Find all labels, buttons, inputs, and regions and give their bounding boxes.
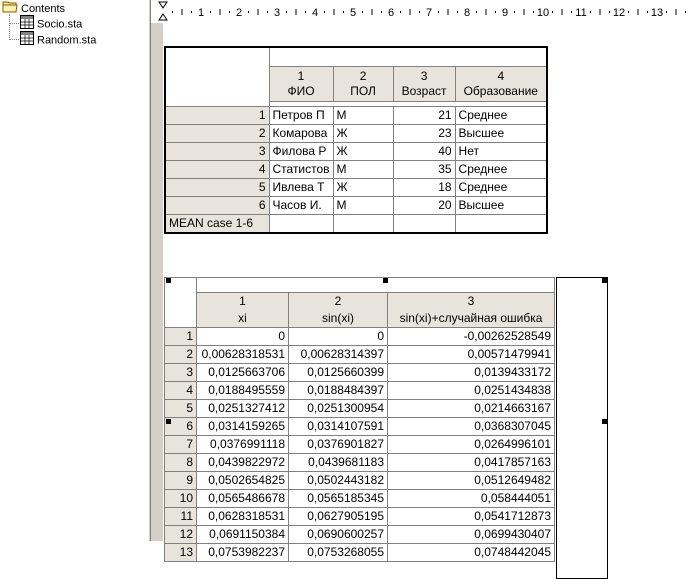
ruler-label: 12	[612, 7, 626, 19]
resize-handle[interactable]	[166, 278, 171, 283]
cell-sin[interactable]: 0	[289, 328, 388, 346]
table-footer-row	[165, 215, 547, 234]
case-number: 2	[165, 125, 269, 143]
cell-xi[interactable]: 0	[197, 328, 289, 346]
cell-edu[interactable]: Среднее	[455, 161, 547, 179]
corner-cell	[165, 278, 197, 328]
cell-pol[interactable]: Ж	[333, 143, 393, 161]
col-header-edu[interactable]: 4 Образование	[455, 67, 547, 102]
corner-cell	[165, 47, 269, 107]
table-row	[165, 125, 547, 143]
cell-xi[interactable]: 0,0628318531	[197, 508, 289, 526]
table-row	[165, 382, 555, 400]
cell-err[interactable]: 0,0264996101	[388, 436, 555, 454]
cell-age[interactable]: 18	[393, 179, 455, 197]
resize-handle[interactable]	[166, 419, 171, 424]
cell-age[interactable]: 20	[393, 197, 455, 215]
title-cell	[197, 278, 555, 293]
case-number: 6	[165, 418, 197, 436]
case-number: 4	[165, 161, 269, 179]
cell-err[interactable]: 0,0512649482	[388, 472, 555, 490]
cell-xi[interactable]: 0,0376991118	[197, 436, 289, 454]
cell-err[interactable]: 0,0748442045	[388, 544, 555, 562]
ruler	[151, 0, 690, 24]
resize-handle[interactable]	[602, 278, 607, 283]
case-number: 9	[165, 472, 197, 490]
cell-xi[interactable]: 0,0502654825	[197, 472, 289, 490]
tree-item-random[interactable]	[20, 31, 96, 47]
socio-table	[164, 46, 548, 234]
case-number: 8	[165, 454, 197, 472]
cell-fio[interactable]: Петров П	[269, 107, 333, 125]
table-row	[165, 418, 555, 436]
random-table	[164, 277, 555, 562]
indent-marker-icon	[159, 2, 167, 20]
table-row	[165, 508, 555, 526]
cell-edu[interactable]: Высшее	[455, 197, 547, 215]
case-number: 13	[165, 544, 197, 562]
cell-xi[interactable]: 0,0753982237	[197, 544, 289, 562]
tree-root-contents[interactable]	[2, 0, 65, 16]
cell-edu[interactable]: Нет	[455, 143, 547, 161]
case-number: 10	[165, 490, 197, 508]
ruler-label: 3	[273, 7, 281, 19]
cell-pol[interactable]: М	[333, 107, 393, 125]
resize-handle[interactable]	[383, 278, 388, 283]
table-row	[165, 328, 555, 346]
cell-edu[interactable]: Высшее	[455, 125, 547, 143]
table-row	[165, 107, 547, 125]
cell-xi[interactable]: 0,0565486678	[197, 490, 289, 508]
cell-pol[interactable]: Ж	[333, 179, 393, 197]
cell-fio[interactable]: Комарова	[269, 125, 333, 143]
ruler-scale	[151, 0, 690, 23]
contents-tree	[0, 0, 148, 541]
table-row	[165, 364, 555, 382]
cell-err[interactable]: -0,00262528549	[388, 328, 555, 346]
cell-age[interactable]: 35	[393, 161, 455, 179]
selection-frame[interactable]	[556, 277, 608, 579]
ruler-label: 9	[501, 7, 509, 19]
tree-item-label: Socio.sta	[37, 18, 83, 31]
cell-fio[interactable]: Филова Р	[269, 143, 333, 161]
cell-age[interactable]: 40	[393, 143, 455, 161]
cell-age[interactable]: 21	[393, 107, 455, 125]
cell-err[interactable]: 0,0251434838	[388, 382, 555, 400]
table-row	[165, 526, 555, 544]
ruler-label: 10	[536, 7, 550, 19]
cell-err[interactable]: 0,00571479941	[388, 346, 555, 364]
cell-xi[interactable]: 0,0251327412	[197, 400, 289, 418]
folder-icon	[2, 0, 18, 18]
cell-xi[interactable]: 0,0188495559	[197, 382, 289, 400]
tree-item-socio[interactable]	[20, 15, 82, 31]
case-number: 4	[165, 382, 197, 400]
cell-sin[interactable]: 0,0376901827	[289, 436, 388, 454]
col-header-err[interactable]: 3 sin(xi)+случайная ошибка	[388, 293, 555, 328]
col-header-fio[interactable]: 1 ФИО	[269, 67, 333, 102]
cell-sin[interactable]: 0,00628314397	[289, 346, 388, 364]
table-row	[165, 454, 555, 472]
resize-handle[interactable]	[602, 419, 607, 424]
cell-err[interactable]: 0,0214663167	[388, 400, 555, 418]
case-number: 11	[165, 508, 197, 526]
cell-sin[interactable]: 0,0502443182	[289, 472, 388, 490]
ruler-label: 11	[575, 7, 587, 19]
cell-sin[interactable]: 0,0251300954	[289, 400, 388, 418]
case-number: 1	[165, 107, 269, 125]
cell-xi[interactable]: 0,0125663706	[197, 364, 289, 382]
case-number: 3	[165, 143, 269, 161]
cell-xi[interactable]: 0,0439822972	[197, 454, 289, 472]
cell-pol[interactable]: Ж	[333, 125, 393, 143]
ruler-label: 1	[197, 7, 205, 19]
col-header-pol[interactable]: 2 ПОЛ	[333, 67, 393, 102]
table-row	[165, 179, 547, 197]
case-number: 6	[165, 197, 269, 215]
spreadsheet-icon	[20, 31, 34, 50]
col-header-xi[interactable]: 1 xi	[197, 293, 289, 328]
cell-fio[interactable]: Ивлева Т	[269, 179, 333, 197]
cell-xi[interactable]: 0,00628318531	[197, 346, 289, 364]
table-row	[165, 346, 555, 364]
cell-fio[interactable]: Часов И.	[269, 197, 333, 215]
cell-sin[interactable]: 0,0125660399	[289, 364, 388, 382]
ruler-label: 6	[387, 7, 395, 19]
cell-sin[interactable]: 0,0314107591	[289, 418, 388, 436]
cell-err[interactable]: 0,0541712873	[388, 508, 555, 526]
title-cell	[269, 47, 547, 67]
cell-sin[interactable]: 0,0753268055	[289, 544, 388, 562]
col-header-sin[interactable]: 2 sin(xi)	[289, 293, 388, 328]
ruler-label: 8	[463, 7, 471, 19]
cell-err[interactable]: 0,058444051	[388, 490, 555, 508]
table-row	[165, 161, 547, 179]
table-row	[165, 472, 555, 490]
cell-sin[interactable]: 0,0439681183	[289, 454, 388, 472]
cell-sin[interactable]: 0,0565185345	[289, 490, 388, 508]
ruler-label: 13	[650, 7, 664, 19]
cell-fio[interactable]: Статистов	[269, 161, 333, 179]
ruler-label: 2	[235, 7, 243, 19]
cell-pol[interactable]: М	[333, 161, 393, 179]
case-number: 1	[165, 328, 197, 346]
table-row	[165, 436, 555, 454]
case-number: 3	[165, 364, 197, 382]
ruler-label: 5	[349, 7, 357, 19]
table-row	[165, 197, 547, 215]
ruler-label: 7	[425, 7, 433, 19]
cell-xi[interactable]: 0,0314159265	[197, 418, 289, 436]
case-number: 12	[165, 526, 197, 544]
tree-root-label: Contents	[21, 2, 66, 15]
margin-strip	[151, 23, 163, 541]
cell-err[interactable]: 0,0368307045	[388, 418, 555, 436]
table-row	[165, 400, 555, 418]
case-number: 7	[165, 436, 197, 454]
table-row	[165, 544, 555, 562]
table-row	[165, 490, 555, 508]
cell-pol[interactable]: М	[333, 197, 393, 215]
col-header-age[interactable]: 3 Возраст	[393, 67, 455, 102]
cell-err[interactable]: 0,0139433172	[388, 364, 555, 382]
cell-sin[interactable]: 0,0627905195	[289, 508, 388, 526]
footer-label: MEAN case 1-6	[165, 215, 269, 234]
case-number: 2	[165, 346, 197, 364]
tree-item-label: Random.sta	[37, 34, 97, 47]
case-number: 5	[165, 179, 269, 197]
cell-edu[interactable]: Среднее	[455, 107, 547, 125]
cell-err[interactable]: 0,0417857163	[388, 454, 555, 472]
cell-err[interactable]: 0,0699430407	[388, 526, 555, 544]
cell-sin[interactable]: 0,0188484397	[289, 382, 388, 400]
cell-sin[interactable]: 0,0690600257	[289, 526, 388, 544]
ruler-label: 4	[311, 7, 319, 19]
case-number: 5	[165, 400, 197, 418]
cell-xi[interactable]: 0,0691150384	[197, 526, 289, 544]
cell-edu[interactable]: Среднее	[455, 179, 547, 197]
table-row	[165, 143, 547, 161]
cell-age[interactable]: 23	[393, 125, 455, 143]
document-area	[151, 23, 690, 559]
